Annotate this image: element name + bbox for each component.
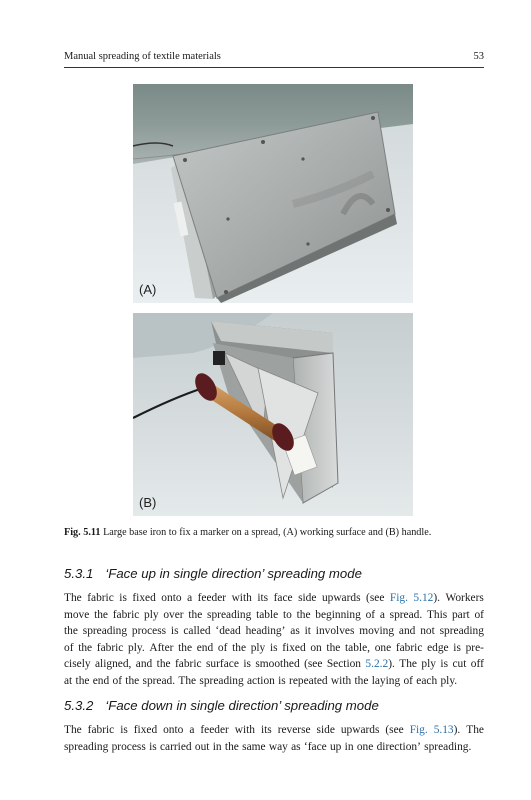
word: each — [416, 674, 438, 687]
word: table, — [345, 641, 370, 654]
word: with — [231, 592, 252, 604]
page-number: 53 — [473, 51, 484, 62]
word: feeder — [200, 724, 229, 736]
word: part — [451, 608, 470, 621]
word: on — [310, 641, 322, 654]
cross-reference-link[interactable]: 5.12 — [413, 592, 434, 604]
word: and — [398, 625, 416, 638]
word: reverse — [277, 724, 311, 736]
figure-photo-b — [133, 313, 413, 516]
word: off — [470, 658, 484, 671]
word: ply — [421, 658, 436, 671]
word: is — [453, 641, 461, 654]
section-number: 5.3.2 — [64, 698, 94, 713]
word: fabric — [112, 608, 140, 621]
word: After — [149, 641, 174, 654]
panel-b-label: (B) — [139, 495, 157, 510]
word: laying — [371, 674, 401, 687]
word: Workers — [445, 592, 484, 604]
word: out — [194, 740, 210, 753]
word: action — [247, 674, 275, 687]
cross-reference-link[interactable]: 5.13 — [433, 724, 454, 736]
word: moving — [359, 625, 395, 638]
word: a — [379, 608, 385, 621]
paragraph-line — [64, 590, 484, 607]
word: onto — [161, 592, 182, 604]
word: spreading — [82, 625, 128, 638]
word: This — [426, 608, 448, 621]
cross-reference-link[interactable]: Fig. — [409, 724, 428, 736]
word: The — [64, 724, 82, 736]
word: 5.12). — [413, 592, 441, 604]
word: in — [344, 740, 354, 753]
word: onto — [163, 724, 184, 736]
word: the — [178, 641, 193, 654]
word: process — [131, 625, 167, 638]
word: of — [217, 641, 228, 654]
section-title: ‘Face down in single direction’ spreading mode — [105, 698, 379, 713]
word: repeated — [289, 674, 328, 687]
section-heading-5-3-1 — [64, 566, 484, 581]
word: ‘face — [303, 740, 327, 753]
word: the — [78, 641, 93, 654]
word: ply — [144, 608, 159, 621]
word: the — [156, 658, 171, 671]
word: involves — [315, 625, 355, 638]
paragraph-line — [64, 739, 484, 756]
caption-number: Fig. 5.11 — [64, 527, 101, 538]
word: is — [440, 658, 449, 671]
word: is — [170, 625, 179, 638]
word: surface — [206, 658, 239, 671]
word: a — [187, 592, 193, 604]
word: 5.2.2). — [365, 658, 395, 671]
word — [410, 722, 428, 739]
word: up — [329, 740, 342, 753]
paragraph-line — [64, 623, 484, 640]
word: is — [269, 641, 278, 654]
word: ply — [250, 641, 266, 654]
word: The — [399, 658, 417, 671]
word: end — [92, 674, 110, 687]
word: fabric — [96, 641, 124, 654]
cross-reference-link[interactable]: 5.2.2 — [365, 658, 389, 671]
word: with — [330, 674, 352, 687]
section-title: ‘Face up in single direction’ spreading mode — [105, 566, 362, 581]
section-heading-5-3-2 — [64, 698, 484, 713]
word: one — [374, 641, 392, 654]
word: spread. — [142, 674, 176, 687]
word: its — [260, 724, 272, 736]
word: is — [149, 740, 157, 753]
word: ‘dead — [215, 625, 241, 638]
word: fabric — [395, 641, 423, 654]
word: the — [125, 674, 140, 687]
word: fixed — [282, 641, 306, 654]
word: ply. — [440, 674, 458, 687]
word — [390, 590, 408, 607]
word: the — [188, 608, 203, 621]
word: the — [296, 608, 311, 621]
caption-text: Large base iron to fix a marker on a spread, (A) working surface and (B) handle. — [103, 527, 432, 538]
word: (see — [385, 724, 404, 736]
word: process — [111, 740, 146, 753]
word: is — [119, 592, 127, 604]
word: spreading — [64, 740, 109, 753]
word: upwards — [321, 592, 361, 604]
word: the — [326, 641, 341, 654]
word: spreading — [439, 625, 484, 638]
word: of — [64, 641, 74, 654]
paragraph-line — [64, 722, 484, 739]
word: upwards — [340, 724, 380, 736]
word: the — [75, 674, 90, 687]
word: fabric — [175, 658, 202, 671]
word: Section — [326, 658, 361, 671]
word: of — [365, 608, 376, 621]
word: is — [120, 724, 128, 736]
word: (see — [366, 592, 385, 604]
word: with — [234, 724, 256, 736]
word: the — [354, 674, 369, 687]
word: fixed — [133, 724, 158, 736]
word: fabric — [87, 724, 115, 736]
word: cut — [452, 658, 467, 671]
word: spreading — [199, 674, 244, 687]
word: table — [256, 608, 279, 621]
running-head — [64, 51, 484, 62]
word: heading’ — [245, 625, 286, 638]
paragraph-line — [64, 673, 484, 690]
word: is — [243, 658, 251, 671]
word: pre- — [465, 641, 484, 654]
paragraph-line — [64, 656, 484, 673]
word: a — [189, 724, 195, 736]
word: as — [291, 740, 301, 753]
figure-caption — [64, 526, 484, 539]
word: The — [466, 724, 484, 736]
word: of — [474, 608, 484, 621]
word: is — [278, 674, 286, 687]
figure-photo-a — [133, 84, 413, 303]
word: its — [257, 592, 269, 604]
word: ply. — [128, 641, 145, 654]
header-rule — [64, 67, 484, 68]
word: cisely — [64, 658, 91, 671]
word: 5.13). — [433, 724, 461, 736]
word: side — [316, 724, 335, 736]
word: move — [64, 608, 90, 621]
word: spreading — [207, 608, 252, 621]
word: spreading. — [424, 740, 472, 753]
running-title: Manual spreading of textile materials — [64, 51, 221, 62]
word: aligned, — [95, 658, 132, 671]
word: side — [298, 592, 317, 604]
word: beginning — [315, 608, 361, 621]
word: smoothed — [255, 658, 300, 671]
word: The — [178, 674, 197, 687]
word: and — [135, 658, 153, 671]
word: (see — [304, 658, 323, 671]
word: spread. — [389, 608, 423, 621]
word: fabric — [87, 592, 114, 604]
cross-reference-link[interactable]: Fig. — [389, 592, 408, 604]
word: one — [356, 740, 374, 753]
word: face — [273, 592, 293, 604]
word: fixed — [132, 592, 156, 604]
word: as — [290, 625, 300, 638]
paragraph-line — [64, 640, 484, 657]
word: not — [420, 625, 435, 638]
word: called — [183, 625, 211, 638]
word: end — [196, 641, 214, 654]
word: carried — [159, 740, 192, 753]
word: of — [403, 674, 413, 687]
word: it — [304, 625, 311, 638]
word: the — [94, 608, 108, 621]
word: the — [232, 641, 246, 654]
word: in — [212, 740, 222, 753]
paragraph-line — [64, 607, 484, 624]
section-number: 5.3.1 — [64, 566, 94, 581]
word: over — [163, 608, 184, 621]
section-paragraph-5-3-2 — [64, 722, 484, 755]
word: direction’ — [376, 740, 421, 753]
word: feeder — [197, 592, 227, 604]
word: the — [224, 740, 239, 753]
word: at — [64, 674, 73, 687]
word: way — [268, 740, 288, 753]
word: the — [64, 625, 78, 638]
section-paragraph-5-3-1 — [64, 590, 484, 690]
word: of — [112, 674, 122, 687]
panel-a-label: (A) — [139, 282, 157, 297]
word: edge — [427, 641, 449, 654]
word: to — [282, 608, 292, 621]
word: same — [242, 740, 266, 753]
word: The — [64, 592, 82, 604]
